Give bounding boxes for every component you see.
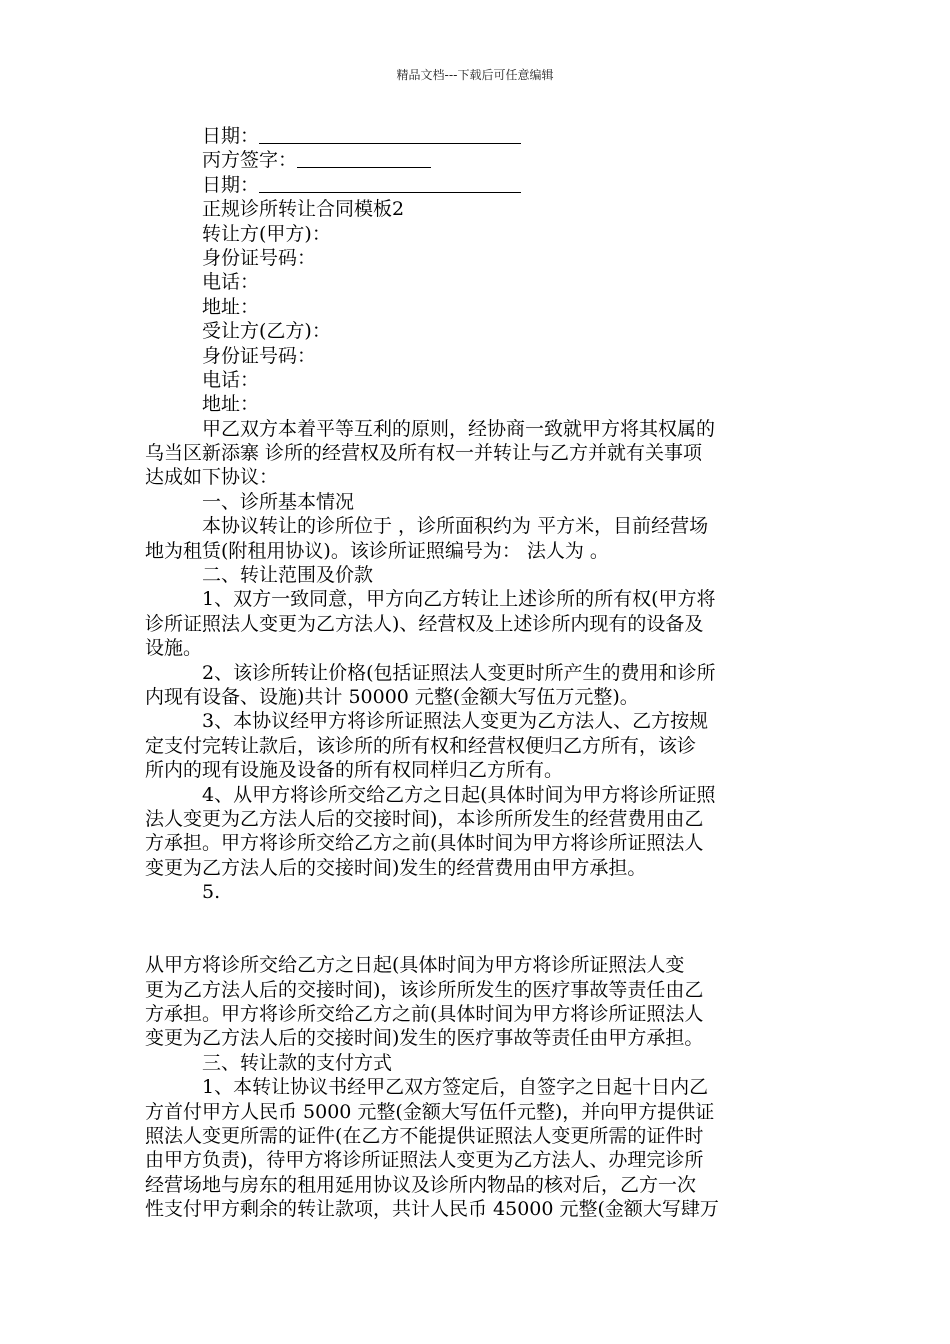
field-address: 地址： xyxy=(202,295,260,318)
paragraph-line: 本协议转让的诊所位于 ，诊所面积约为 平方米，目前经营场 xyxy=(202,515,709,538)
field-id-number: 身份证号码： xyxy=(202,246,317,269)
paragraph-line: 1、本转让协议书经甲乙双方签定后，自签字之日起十日内乙 xyxy=(202,1076,709,1099)
paragraph-line: 设施。 xyxy=(145,637,203,660)
blank-line xyxy=(145,929,810,953)
page-header-note: 精品文档---下载后可任意编辑 xyxy=(396,68,554,82)
blank-line xyxy=(145,905,810,929)
document-title: 正规诊所转让合同模板2 xyxy=(202,198,405,221)
intro-line: 甲乙双方本着平等互利的原则，经协商一致就甲方将其权属的 xyxy=(202,417,716,440)
paragraph-line: 更为乙方法人后的交接时间)，该诊所所发生的医疗事故等责任由乙 xyxy=(145,978,704,1001)
paragraph-line: 照法人变更所需的证件(在乙方不能提供证照法人变更所需的证件时 xyxy=(145,1125,704,1148)
paragraph-line: 从甲方将诊所交给乙方之日起(具体时间为甲方将诊所证照法人变 xyxy=(145,954,685,977)
paragraph-line: 定支付完转让款后，该诊所的所有权和经营权便归乙方所有，该诊 xyxy=(145,734,697,757)
paragraph-line: 所内的现有设施及设备的所有权同样归乙方所有。 xyxy=(145,759,564,782)
paragraph-line: 变更为乙方法人后的交接时间)发生的医疗事故等责任由甲方承担。 xyxy=(145,1027,704,1050)
field-id-number: 身份证号码： xyxy=(202,344,317,367)
paragraph-line: 方承担。甲方将诊所交给乙方之前(具体时间为甲方将诊所证照法人 xyxy=(145,1003,704,1026)
paragraph-line: 法人变更为乙方法人后的交接时间)，本诊所所发生的经营费用由乙 xyxy=(145,807,704,830)
date-blank xyxy=(259,127,521,144)
document-body xyxy=(145,124,810,1222)
paragraph-line: 性支付甲方剩余的转让款项，共计人民币 45000 元整(金额大写肆万 xyxy=(145,1198,719,1221)
paragraph-line: 内现有设备、设施)共计 50000 元整(金额大写伍万元整)。 xyxy=(145,685,639,708)
paragraph-line: 2、该诊所转让价格(包括证照法人变更时所产生的费用和诊所 xyxy=(202,661,716,684)
paragraph-line: 方首付甲方人民币 5000 元整(金额大写伍仟元整)，并向甲方提供证 xyxy=(145,1100,715,1123)
paragraph-line: 4、从甲方将诊所交给乙方之日起(具体时间为甲方将诊所证照 xyxy=(202,783,716,806)
date-blank xyxy=(259,176,521,193)
date-line-2 xyxy=(145,173,810,197)
signature-blank xyxy=(297,151,431,168)
intro-line: 乌当区新添寨 诊所的经营权及所有权一并转让与乙方并就有关事项 xyxy=(145,442,703,465)
field-transferee: 受让方(乙方)： xyxy=(202,320,331,343)
paragraph-line: 诊所证照法人变更为乙方法人)、经营权及上述诊所内现有的设备及 xyxy=(145,612,704,635)
field-transferor: 转让方(甲方)： xyxy=(202,222,331,245)
section-heading: 二、转让范围及价款 xyxy=(202,564,374,587)
paragraph-line: 3、本协议经甲方将诊所证照法人变更为乙方法人、乙方按规 xyxy=(202,710,709,733)
paragraph-line: 方承担。甲方将诊所交给乙方之前(具体时间为甲方将诊所证照法人 xyxy=(145,832,704,855)
field-address: 地址： xyxy=(202,393,260,416)
paragraph-line: 1、双方一致同意，甲方向乙方转让上述诊所的所有权(甲方将 xyxy=(202,588,716,611)
field-phone: 电话： xyxy=(202,368,260,391)
paragraph-line: 经营场地与房东的租用延用协议及诊所内物品的核对后，乙方一次 xyxy=(145,1173,697,1196)
paragraph-line: 由甲方负责)，待甲方将诊所证照法人变更为乙方法人、办理完诊所 xyxy=(145,1149,704,1172)
party-c-signature-line xyxy=(145,148,810,172)
item-number: 5. xyxy=(202,881,221,904)
date-label: 日期： xyxy=(202,173,260,196)
party-c-signature-label: 丙方签字： xyxy=(202,149,298,172)
date-line-1 xyxy=(145,124,810,148)
field-phone: 电话： xyxy=(202,271,260,294)
intro-line: 达成如下协议： xyxy=(145,466,279,489)
date-label: 日期： xyxy=(202,125,260,147)
section-heading: 三、转让款的支付方式 xyxy=(202,1051,393,1074)
section-heading: 一、诊所基本情况 xyxy=(202,490,355,513)
paragraph-line: 变更为乙方法人后的交接时间)发生的经营费用由甲方承担。 xyxy=(145,856,647,879)
paragraph-line: 地为租赁(附租用协议)。该诊所证照编号为： 法人为 。 xyxy=(145,539,609,562)
